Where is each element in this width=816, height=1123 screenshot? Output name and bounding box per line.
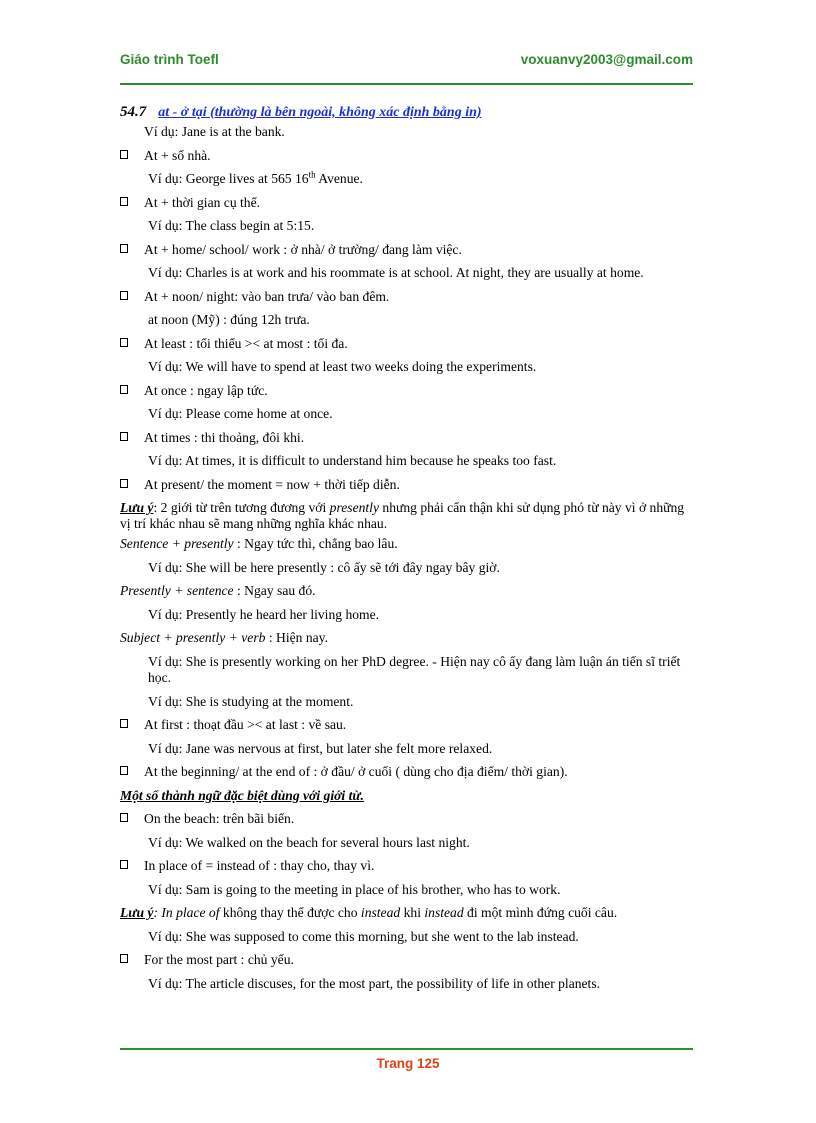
bullet-box-icon <box>120 813 128 822</box>
example-line: Ví dụ: She is presently working on her PhD degree. - Hiện nay cô ấy đang làm luận án tiến sĩ triết học. <box>148 653 681 685</box>
bullet-item: At present/ the moment = now + thời tiếp diễn. <box>120 477 696 501</box>
bullet-item: For the most part : chủ yếu. <box>120 952 696 976</box>
bullet-box-icon <box>120 385 128 394</box>
example-line: Ví dụ: The article discuses, for the most part, the possibility of life in other planets. <box>148 975 601 991</box>
example-line: Ví dụ: The class begin at 5:15. <box>148 218 315 233</box>
bullet-box-icon <box>120 766 128 775</box>
bullet-item: At least : tối thiểu >< at most : tối đa. <box>120 336 696 360</box>
note-paragraph: Lưu ý: 2 giới từ trên tương đương với presently nhưng phải cẩn thận khi sử dụng phó từ này vì ở những vị trí khác nhau sẽ mang những nghĩa khác nhau. <box>120 500 685 531</box>
bullet-box-icon <box>120 719 128 728</box>
example-line: Ví dụ: Presently he heard her living home. <box>148 606 380 622</box>
bullet-box-icon <box>120 954 128 963</box>
example-line: Ví dụ: Jane is at the bank. <box>144 124 285 139</box>
bullet-item: At + home/ school/ work : ở nhà/ ở trường/ đang làm việc. <box>120 242 696 266</box>
example-line: Ví dụ: At times, it is difficult to understand him because he speaks too fast. <box>148 453 557 468</box>
subheading: Một số thành ngữ đặc biệt dùng với giới từ. <box>120 787 364 803</box>
bullet-item: At the beginning/ at the end of : ở đầu/ ở cuối ( dùng cho địa điểm/ thời gian). <box>120 764 696 788</box>
example-line: Ví dụ: She will be here presently : cô ấy sẽ tới đây ngay bây giờ. <box>148 559 500 575</box>
usage-line: Subject + presently + verb : Hiện nay. <box>120 630 328 645</box>
example-line: Ví dụ: She was supposed to come this morning, but she went to the lab instead. <box>148 928 579 944</box>
header-email: voxuanvy2003@gmail.com <box>520 52 693 67</box>
page-number: Trang 125 <box>376 1056 440 1071</box>
bullet-box-icon <box>120 860 128 869</box>
bullet-box-icon <box>120 197 128 206</box>
bullet-item: At once : ngay lập tức. <box>120 383 696 407</box>
bullet-item: At + số nhà. <box>120 148 696 172</box>
section-heading <box>120 104 696 124</box>
bullet-box-icon <box>120 150 128 159</box>
header-rule <box>120 83 693 85</box>
bullet-box-icon <box>120 432 128 441</box>
example-line: Ví dụ: She is studying at the moment. <box>148 693 354 709</box>
bullet-box-icon <box>120 291 128 300</box>
example-line: Ví dụ: George lives at 565 16th Avenue. <box>148 169 363 186</box>
usage-line: Sentence + presently : Ngay tức thì, chẳng bao lâu. <box>120 536 398 551</box>
bullet-item: At + thời gian cụ thể. <box>120 195 696 219</box>
document-body <box>120 104 696 999</box>
section-number: 54.7 <box>120 104 147 120</box>
bullet-item: On the beach: trên bãi biển. <box>120 811 696 835</box>
note-line: at noon (Mỹ) : đúng 12h trưa. <box>148 312 310 327</box>
example-line: Ví dụ: Charles is at work and his roommate is at school. At night, they are usually at home. <box>148 265 644 280</box>
note-line: Lưu ý: In place of không thay thế được cho instead khi instead đi một mình đứng cuối câu. <box>120 905 618 920</box>
header-title: Giáo trình Toefl <box>120 52 219 67</box>
bullet-item: At + noon/ night: vào ban trưa/ vào ban đêm. <box>120 289 696 313</box>
bullet-item: In place of = instead of : thay cho, thay vì. <box>120 858 696 882</box>
section-title: at - ở tại (thường là bên ngoài, không xác định bằng in) <box>158 105 482 120</box>
page-header <box>120 52 693 72</box>
example-line: Ví dụ: We will have to spend at least two weeks doing the experiments. <box>148 359 537 374</box>
example-line: Ví dụ: Please come home at once. <box>148 406 333 421</box>
example-line: Ví dụ: We walked on the beach for several hours last night. <box>148 834 470 850</box>
bullet-box-icon <box>120 244 128 253</box>
bullet-item: At first : thoạt đầu >< at last : về sau. <box>120 717 696 741</box>
bullet-item: At times : thi thoảng, đôi khi. <box>120 430 696 454</box>
bullet-box-icon <box>120 338 128 347</box>
usage-line: Presently + sentence : Ngay sau đó. <box>120 583 316 598</box>
example-line: Ví dụ: Jane was nervous at first, but later she felt more relaxed. <box>148 740 493 756</box>
footer-rule <box>120 1048 693 1050</box>
example-line: Ví dụ: Sam is going to the meeting in place of his brother, who has to work. <box>148 881 561 897</box>
bullet-box-icon <box>120 479 128 488</box>
